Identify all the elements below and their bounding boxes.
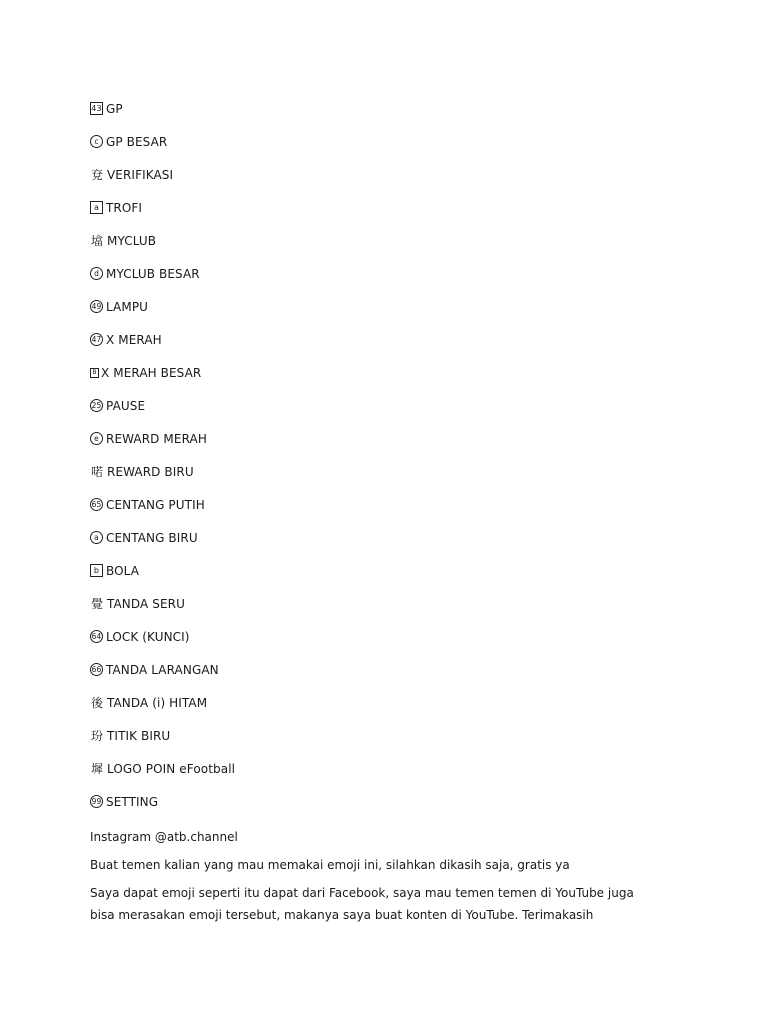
emoji-label: VERIFIKASI xyxy=(107,167,174,182)
emoji-list-item xyxy=(90,455,650,488)
kanji-glyph-icon: 覺 xyxy=(90,596,104,611)
emoji-list xyxy=(90,92,650,818)
free-use-note: Buat temen kalian yang mau memakai emoji ini, silahkan dikasih saja, gratis ya xyxy=(90,858,570,872)
emoji-label: TROFI xyxy=(106,200,143,215)
emoji-list-item xyxy=(90,587,650,620)
emoji-label: GP BESAR xyxy=(106,134,168,149)
emoji-list-item xyxy=(90,92,650,125)
emoji-list-item xyxy=(90,389,650,422)
emoji-list-item xyxy=(90,125,650,158)
emoji-list-item xyxy=(90,785,650,818)
emoji-list-item xyxy=(90,620,650,653)
circled-d-icon: d xyxy=(90,267,103,280)
emoji-label: BOLA xyxy=(106,563,140,578)
boxed-a-icon: a xyxy=(90,201,103,214)
kanji-glyph-icon: 墖 xyxy=(90,233,104,248)
emoji-label: LOGO POIN eFootball xyxy=(107,761,236,776)
emoji-label: CENTANG BIRU xyxy=(106,530,198,545)
emoji-list-item xyxy=(90,653,650,686)
emoji-list-item xyxy=(90,356,650,389)
circled-99-icon: 99 xyxy=(90,795,103,808)
emoji-label: TANDA LARANGAN xyxy=(106,662,219,677)
kanji-glyph-icon: 玢 xyxy=(90,728,104,743)
emoji-label: REWARD MERAH xyxy=(106,431,207,446)
circled-66-icon: 66 xyxy=(90,663,103,676)
emoji-list-item xyxy=(90,191,650,224)
kanji-glyph-icon: 墀 xyxy=(90,761,104,776)
circled-65-icon: 65 xyxy=(90,498,103,511)
emoji-list-item xyxy=(90,158,650,191)
thanks-paragraph: Saya dapat emoji seperti itu dapat dari Facebook, saya mau temen temen di YouTube juga bisa merasakan emoji tersebut, makanya saya buat konten di YouTube. Terimakasih xyxy=(90,886,634,922)
boxed-43-icon: 43 xyxy=(90,102,103,115)
emoji-label: SETTING xyxy=(106,794,159,809)
circled-25-icon: 25 xyxy=(90,399,103,412)
instagram-handle: Instagram @atb.channel xyxy=(90,830,238,844)
circled-64-icon: 64 xyxy=(90,630,103,643)
emoji-label: GP xyxy=(106,101,123,116)
boxed-b-icon: b xyxy=(90,564,103,577)
emoji-label: TANDA (i) HITAM xyxy=(107,695,208,710)
emoji-label: X MERAH xyxy=(106,332,162,347)
emoji-list-item xyxy=(90,719,650,752)
emoji-list-item xyxy=(90,752,650,785)
emoji-label: REWARD BIRU xyxy=(107,464,194,479)
emoji-label: MYCLUB BESAR xyxy=(106,266,200,281)
emoji-list-item xyxy=(90,224,650,257)
emoji-list-item xyxy=(90,521,650,554)
emoji-label: LAMPU xyxy=(106,299,149,314)
circled-a-icon: a xyxy=(90,531,103,544)
emoji-list-item xyxy=(90,488,650,521)
emoji-label: X MERAH BESAR xyxy=(101,365,202,380)
circled-49-icon: 49 xyxy=(90,300,103,313)
emoji-list-item xyxy=(90,422,650,455)
emoji-label: MYCLUB xyxy=(107,233,157,248)
kanji-glyph-icon: 後 xyxy=(90,695,104,710)
emoji-label: TITIK BIRU xyxy=(107,728,171,743)
document-page xyxy=(90,92,650,926)
emoji-label: CENTANG PUTIH xyxy=(106,497,205,512)
kanji-glyph-icon: 喏 xyxy=(90,464,104,479)
circled-47-icon: 47 xyxy=(90,333,103,346)
emoji-label: LOCK (KUNCI) xyxy=(106,629,190,644)
emoji-list-item xyxy=(90,290,650,323)
circled-e-icon: e xyxy=(90,432,103,445)
kanji-glyph-icon: 兗 xyxy=(90,167,104,182)
emoji-label: PAUSE xyxy=(106,398,146,413)
emoji-list-item xyxy=(90,257,650,290)
circled-c-icon: c xyxy=(90,135,103,148)
emoji-label: TANDA SERU xyxy=(107,596,185,611)
emoji-list-item xyxy=(90,686,650,719)
boxed-b-icon: B xyxy=(90,368,99,378)
emoji-list-item xyxy=(90,323,650,356)
emoji-list-item xyxy=(90,554,650,587)
